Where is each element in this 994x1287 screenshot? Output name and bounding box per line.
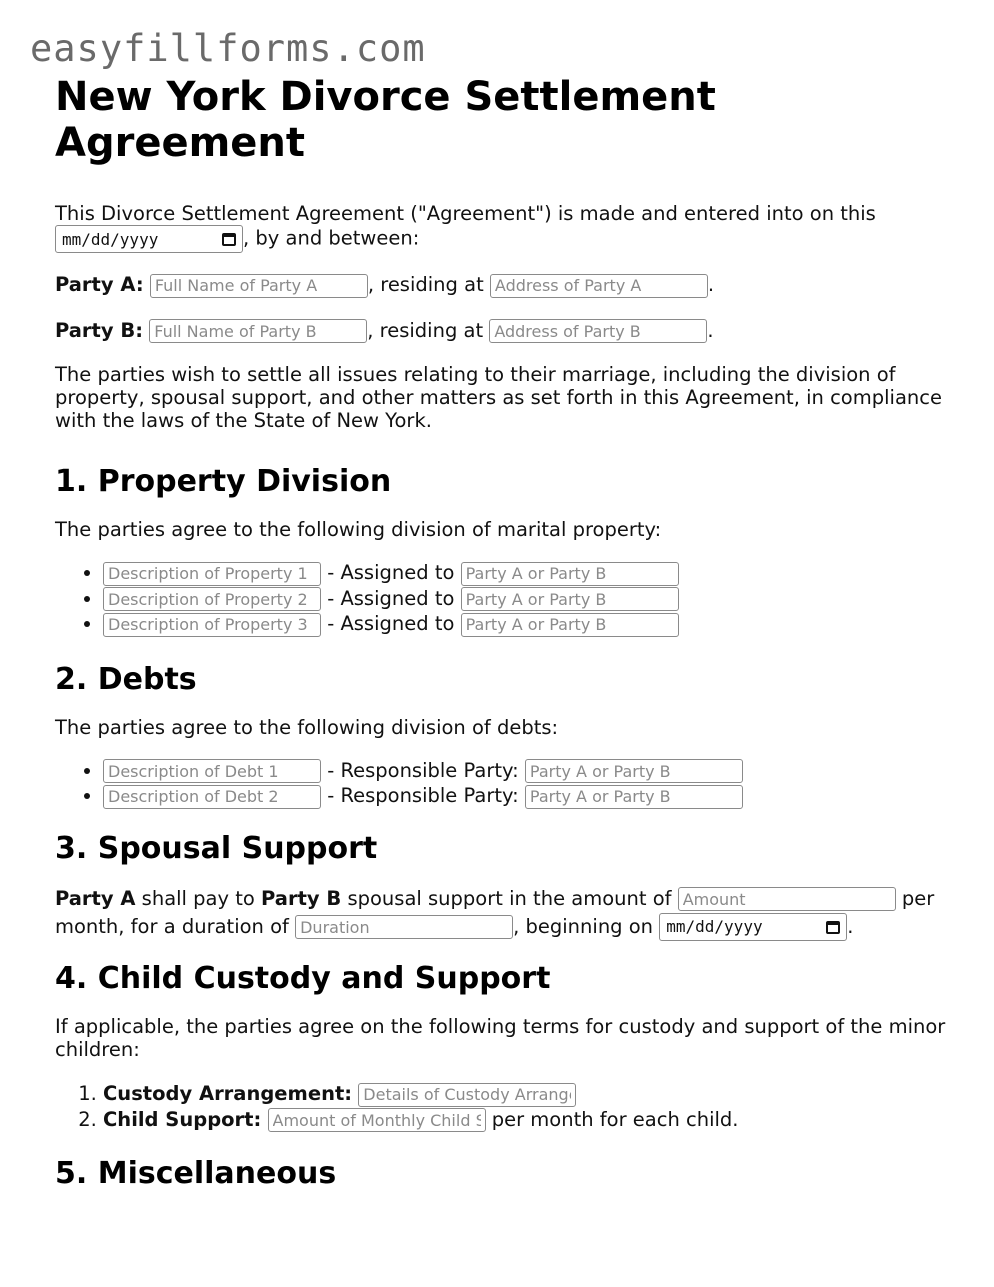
debts-heading: 2. Debts <box>55 661 197 697</box>
list-item <box>103 1107 955 1133</box>
property-assign-input[interactable] <box>461 562 679 586</box>
debt-description-input[interactable] <box>103 785 321 809</box>
intro-text: This Divorce Settlement Agreement ("Agreement") is made and entered into on this <box>55 202 876 225</box>
list-item <box>103 611 955 637</box>
responsible-party-text: - Responsible Party: <box>327 758 519 782</box>
property-assign-input[interactable] <box>461 587 679 611</box>
list-item <box>103 586 955 612</box>
party-a-line <box>55 273 955 298</box>
party-b-line <box>55 319 955 344</box>
list-item <box>103 1081 955 1107</box>
intro-paragraph <box>55 202 955 253</box>
shall-pay-text: shall pay to <box>141 886 255 910</box>
purpose-paragraph: The parties wish to settle all issues relating to their marriage, including the division of property, spousal support, and other matters as set forth in this Agreement, in compliance with the laws of the State of New York. <box>55 363 942 432</box>
custody-arrangement-input[interactable] <box>358 1083 576 1107</box>
intro-text-after: , by and between: <box>243 226 420 250</box>
debts-list <box>55 758 955 809</box>
party-b-name-input[interactable] <box>149 319 367 343</box>
debts-intro: The parties agree to the following division of debts: <box>55 715 559 739</box>
line-end: . <box>707 273 715 296</box>
list-item <box>103 560 955 586</box>
assigned-to-text: - Assigned to <box>327 561 455 584</box>
agreement-date-input[interactable] <box>55 225 243 253</box>
residing-text: , residing at <box>367 318 484 342</box>
party-a-name-input[interactable] <box>150 274 368 298</box>
support-amount-input[interactable] <box>678 887 896 911</box>
list-item <box>103 783 955 809</box>
calendar-icon[interactable] <box>826 921 840 934</box>
list-item <box>103 758 955 784</box>
date-placeholder: mm/dd/yyyy <box>666 917 763 936</box>
property-description-input[interactable] <box>103 587 321 611</box>
assigned-to-text: - Assigned to <box>327 586 455 610</box>
page-title: New York Divorce Settlement Agreement <box>55 74 716 166</box>
form-document <box>55 74 955 1192</box>
beginning-text: , beginning on <box>513 914 654 938</box>
property-description-input[interactable] <box>103 613 321 637</box>
party-a-label: Party A: <box>55 273 144 296</box>
custody-intro: If applicable, the parties agree on the following terms for custody and support of the minor children: <box>55 1015 946 1061</box>
date-placeholder: mm/dd/yyyy <box>62 229 159 249</box>
party-b-address-input[interactable] <box>489 319 707 343</box>
child-support-input[interactable] <box>268 1108 486 1132</box>
watermark: easyfillforms.com <box>30 27 426 70</box>
support-duration-input[interactable] <box>295 915 513 939</box>
miscellaneous-heading: 5. Miscellaneous <box>55 1156 337 1191</box>
calendar-icon[interactable] <box>222 233 236 246</box>
custody-list <box>55 1081 955 1132</box>
custody-heading: 4. Child Custody and Support <box>55 961 551 996</box>
spousal-support-paragraph <box>55 885 955 942</box>
spousal-support-heading: 3. Spousal Support <box>55 830 378 866</box>
line-end: . <box>707 318 714 342</box>
support-start-date-input[interactable] <box>659 913 847 941</box>
property-list <box>55 560 955 637</box>
duration-text: month, for a duration of <box>55 914 289 938</box>
child-support-suffix: per month for each child. <box>491 1107 739 1131</box>
payer-party: Party A <box>55 886 136 910</box>
property-intro: The parties agree to the following division of marital property: <box>55 518 662 541</box>
responsible-party-text: - Responsible Party: <box>327 784 519 807</box>
payee-party: Party B <box>261 886 342 910</box>
party-a-address-input[interactable] <box>490 274 708 298</box>
amount-text: spousal support in the amount of <box>347 886 672 910</box>
residing-text: , residing at <box>367 273 484 296</box>
debt-description-input[interactable] <box>103 759 321 783</box>
debt-party-input[interactable] <box>525 785 743 809</box>
assigned-to-text: - Assigned to <box>327 612 455 635</box>
per-text: per <box>901 886 935 910</box>
custody-arrangement-label: Custody Arrangement: <box>103 1082 353 1105</box>
line-end: . <box>847 914 854 938</box>
child-support-label: Child Support: <box>103 1107 262 1131</box>
debt-party-input[interactable] <box>525 759 743 783</box>
property-assign-input[interactable] <box>461 613 679 637</box>
property-heading: 1. Property Division <box>55 464 392 499</box>
party-b-label: Party B: <box>55 318 144 342</box>
property-description-input[interactable] <box>103 562 321 586</box>
